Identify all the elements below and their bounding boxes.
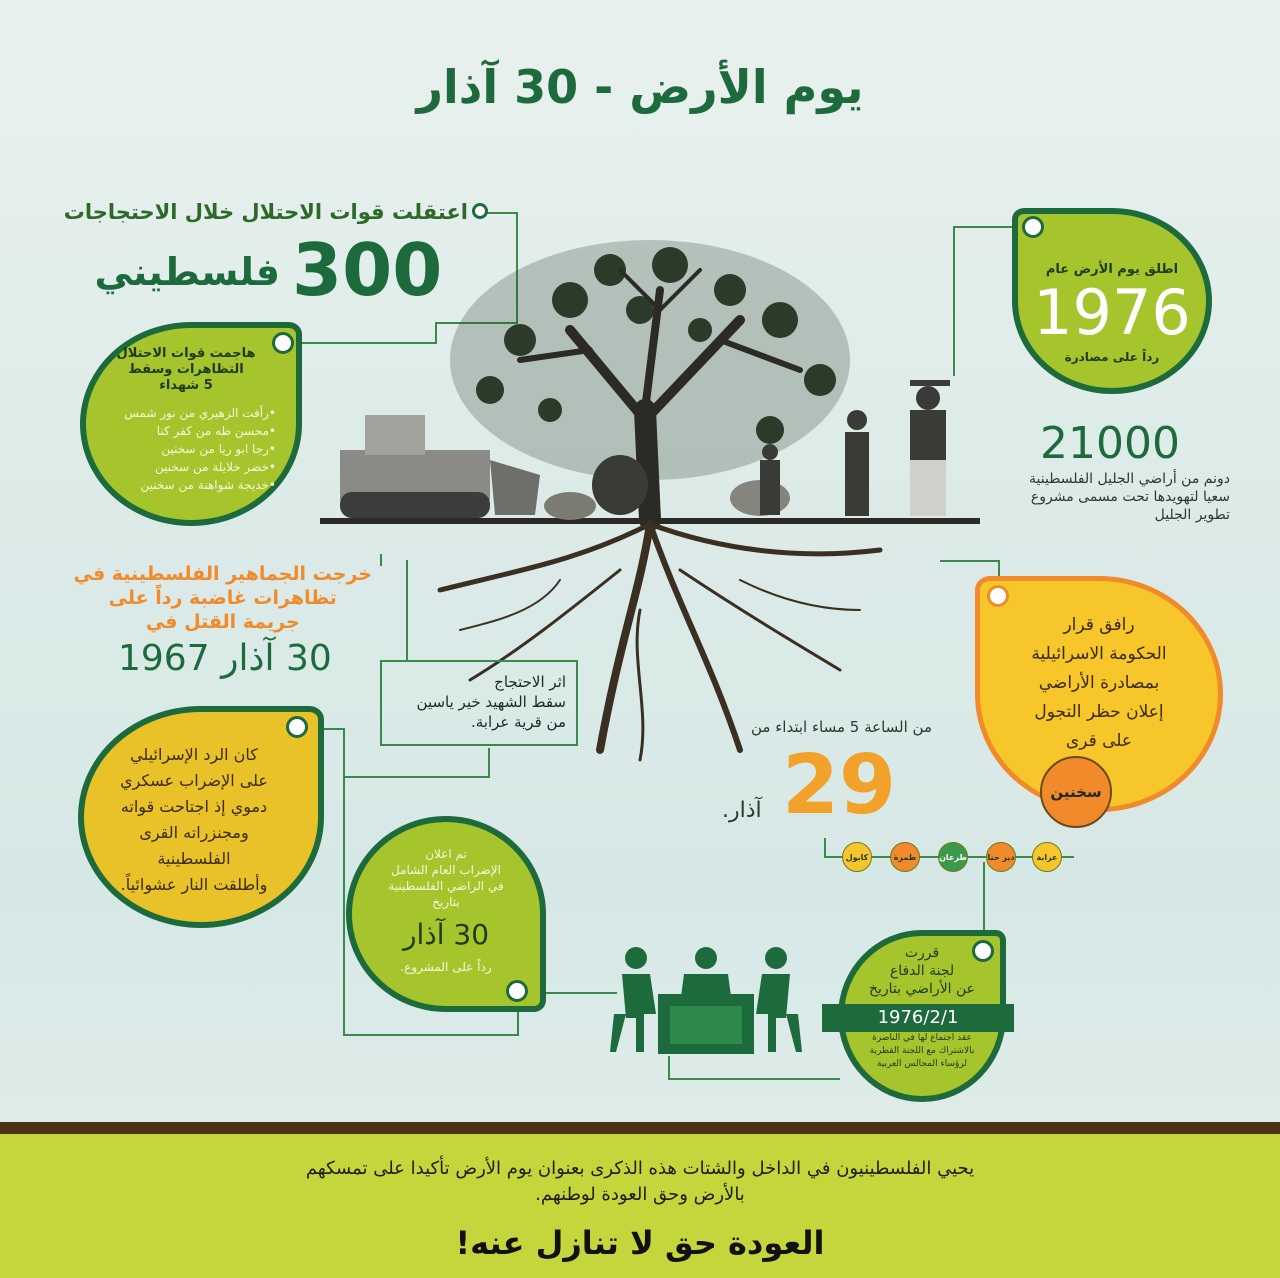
strike-line4: بتاريخ: [432, 895, 460, 909]
protests-line3: جريمة القتل في: [145, 611, 300, 633]
strike-line2: الإضراب العام الشامل: [391, 863, 501, 877]
arrested-text: اعتقلت قوات الاحتلال خلال الاحتجاجات: [63, 200, 468, 224]
marker-dot: [972, 940, 994, 962]
title-date: 30 آذار: [416, 60, 579, 114]
martyr-name: •رجا ابو ريا من سخنين: [161, 442, 276, 456]
footer-slogan: العودة حق لا تنازل عنه!: [455, 1224, 825, 1262]
protests-date: 30 آذار 1967: [118, 638, 332, 679]
martyr-name: •رأفت الزهيري من نور شمس: [124, 406, 276, 420]
village-sakhnin-badge: سخنين: [1040, 756, 1112, 828]
response-line: وأطلقت النار عشوائياً.: [120, 875, 268, 894]
connector-line: [668, 1056, 670, 1080]
committee-note3: لرؤساء المجالس العربية: [876, 1059, 968, 1069]
protests-text: [74, 562, 373, 634]
martyr-name: •خديجة شواهنة من سخنين: [140, 478, 276, 492]
marker-dot: [506, 980, 528, 1002]
footer-line1: يحيي الفلسطينيون في الداخل والشتات هذه الذكرى بعنوان يوم الأرض تأكيدا على تمسكهم: [305, 1158, 975, 1179]
marker-dot: [472, 203, 488, 219]
committee-line3: عن الأراضي بتاريخ: [868, 981, 976, 997]
village-badge: دير حنا: [986, 842, 1016, 872]
strike-line1: تم اعلان: [425, 847, 467, 861]
launched-year: 1976: [1033, 276, 1191, 349]
committee-line1: قررت: [904, 945, 940, 961]
dunam-number: 21000: [1040, 418, 1180, 469]
curfew-number: 29: [782, 738, 897, 833]
protest-effect-line2: سقط الشهيد خير ياسين: [416, 693, 566, 711]
village-badge: كابول: [842, 842, 872, 872]
arrested-number: 300: [292, 228, 443, 312]
committee-note1: عقد اجتماع لها في الناصرة: [872, 1033, 972, 1043]
martyr-name: •خضر خلايلة من سخنين: [154, 460, 276, 474]
connector-line: [343, 1034, 519, 1036]
dunam-text: [1029, 470, 1230, 524]
title-main: يوم الأرض: [629, 60, 864, 114]
village-badge: طمرة: [890, 842, 920, 872]
response-line: دموي إذ اجتاحت قواته: [120, 797, 268, 816]
committee-note2: بالاشتراك مع اللجنة القطرية: [869, 1046, 975, 1056]
meeting-icon: [606, 944, 806, 1056]
connector-line: [668, 1078, 840, 1080]
strike-line5: رداً على المشروع.: [400, 960, 492, 974]
footer-line2: بالأرض وحق العودة لوطنهم.: [535, 1184, 745, 1205]
marker-dot: [1022, 216, 1044, 238]
title-dash: -: [594, 60, 614, 114]
response-line: كان الرد الإسرائيلي: [130, 745, 258, 764]
connector-line: [824, 838, 826, 858]
marker-dot: [987, 585, 1009, 607]
protests-line1: خرجت الجماهير الفلسطينية في: [73, 563, 372, 585]
curfew-line1: من الساعة 5 مساء ابتداء من: [751, 718, 932, 736]
dunam-line1: دونم من أراضي الجليل الفلسطينية: [1029, 471, 1230, 487]
approved-line1: رافق قرار: [1063, 615, 1135, 635]
martyrs-line2: التظاهرات وسقط: [128, 362, 244, 377]
martyrs-bubble: [80, 322, 302, 526]
strike-date: 30 آذار: [402, 918, 490, 951]
dunam-line2: سعيا لتهويدها تحت مسمى مشروع: [1030, 489, 1230, 505]
page-title: [0, 60, 1280, 114]
launched-line1: اطلق يوم الأرض عام: [1045, 262, 1179, 277]
connector-line: [343, 728, 345, 1036]
approved-line3: بمصادرة الأراضي: [1038, 673, 1160, 693]
response-bubble: [78, 706, 324, 928]
protest-effect-line3: من قرية عرابة.: [470, 713, 566, 731]
curfew-month: آذار.: [722, 798, 762, 823]
committee-date: 1976/2/1: [822, 1004, 1014, 1032]
protests-line2: تظاهرات غاضبة رداً على: [108, 587, 337, 609]
approved-line5: على قرى: [1065, 731, 1133, 751]
village-badge: عرابة: [1032, 842, 1062, 872]
village-badge: طرعان: [938, 842, 968, 872]
response-line: على الإضراب عسكري: [120, 771, 268, 790]
response-line: الفلسطينية: [157, 849, 231, 868]
committee-line2: لجنة الدفاع: [889, 963, 955, 979]
approved-line4: إعلان حظر التجول: [1034, 702, 1164, 722]
marker-dot: [286, 716, 308, 738]
martyrs-line3: 5 شهداء: [159, 378, 213, 393]
protest-effect-line1: اثر الاحتجاج: [494, 673, 566, 691]
connector-line: [343, 776, 490, 778]
strike-line3: في الراضي الفلسطينية: [388, 879, 504, 893]
protest-effect-box: [380, 660, 578, 746]
response-line: ومجنزراته القرى: [139, 823, 249, 842]
launched-bubble: [1012, 208, 1212, 394]
martyrs-line1: هاجمت قوات الاحتلال: [116, 346, 256, 361]
dunam-line3: تطوير الجليل: [1154, 507, 1230, 523]
launched-line2: رداً على مصادرة: [1064, 350, 1160, 364]
marker-dot: [272, 332, 294, 354]
arrested-word: فلسطيني: [94, 250, 280, 294]
martyr-name: •محسن طه من كفر كنا: [156, 424, 276, 438]
approved-line2: الحكومة الاسرائيلية: [1031, 644, 1167, 664]
footer-banner: [0, 1122, 1280, 1278]
